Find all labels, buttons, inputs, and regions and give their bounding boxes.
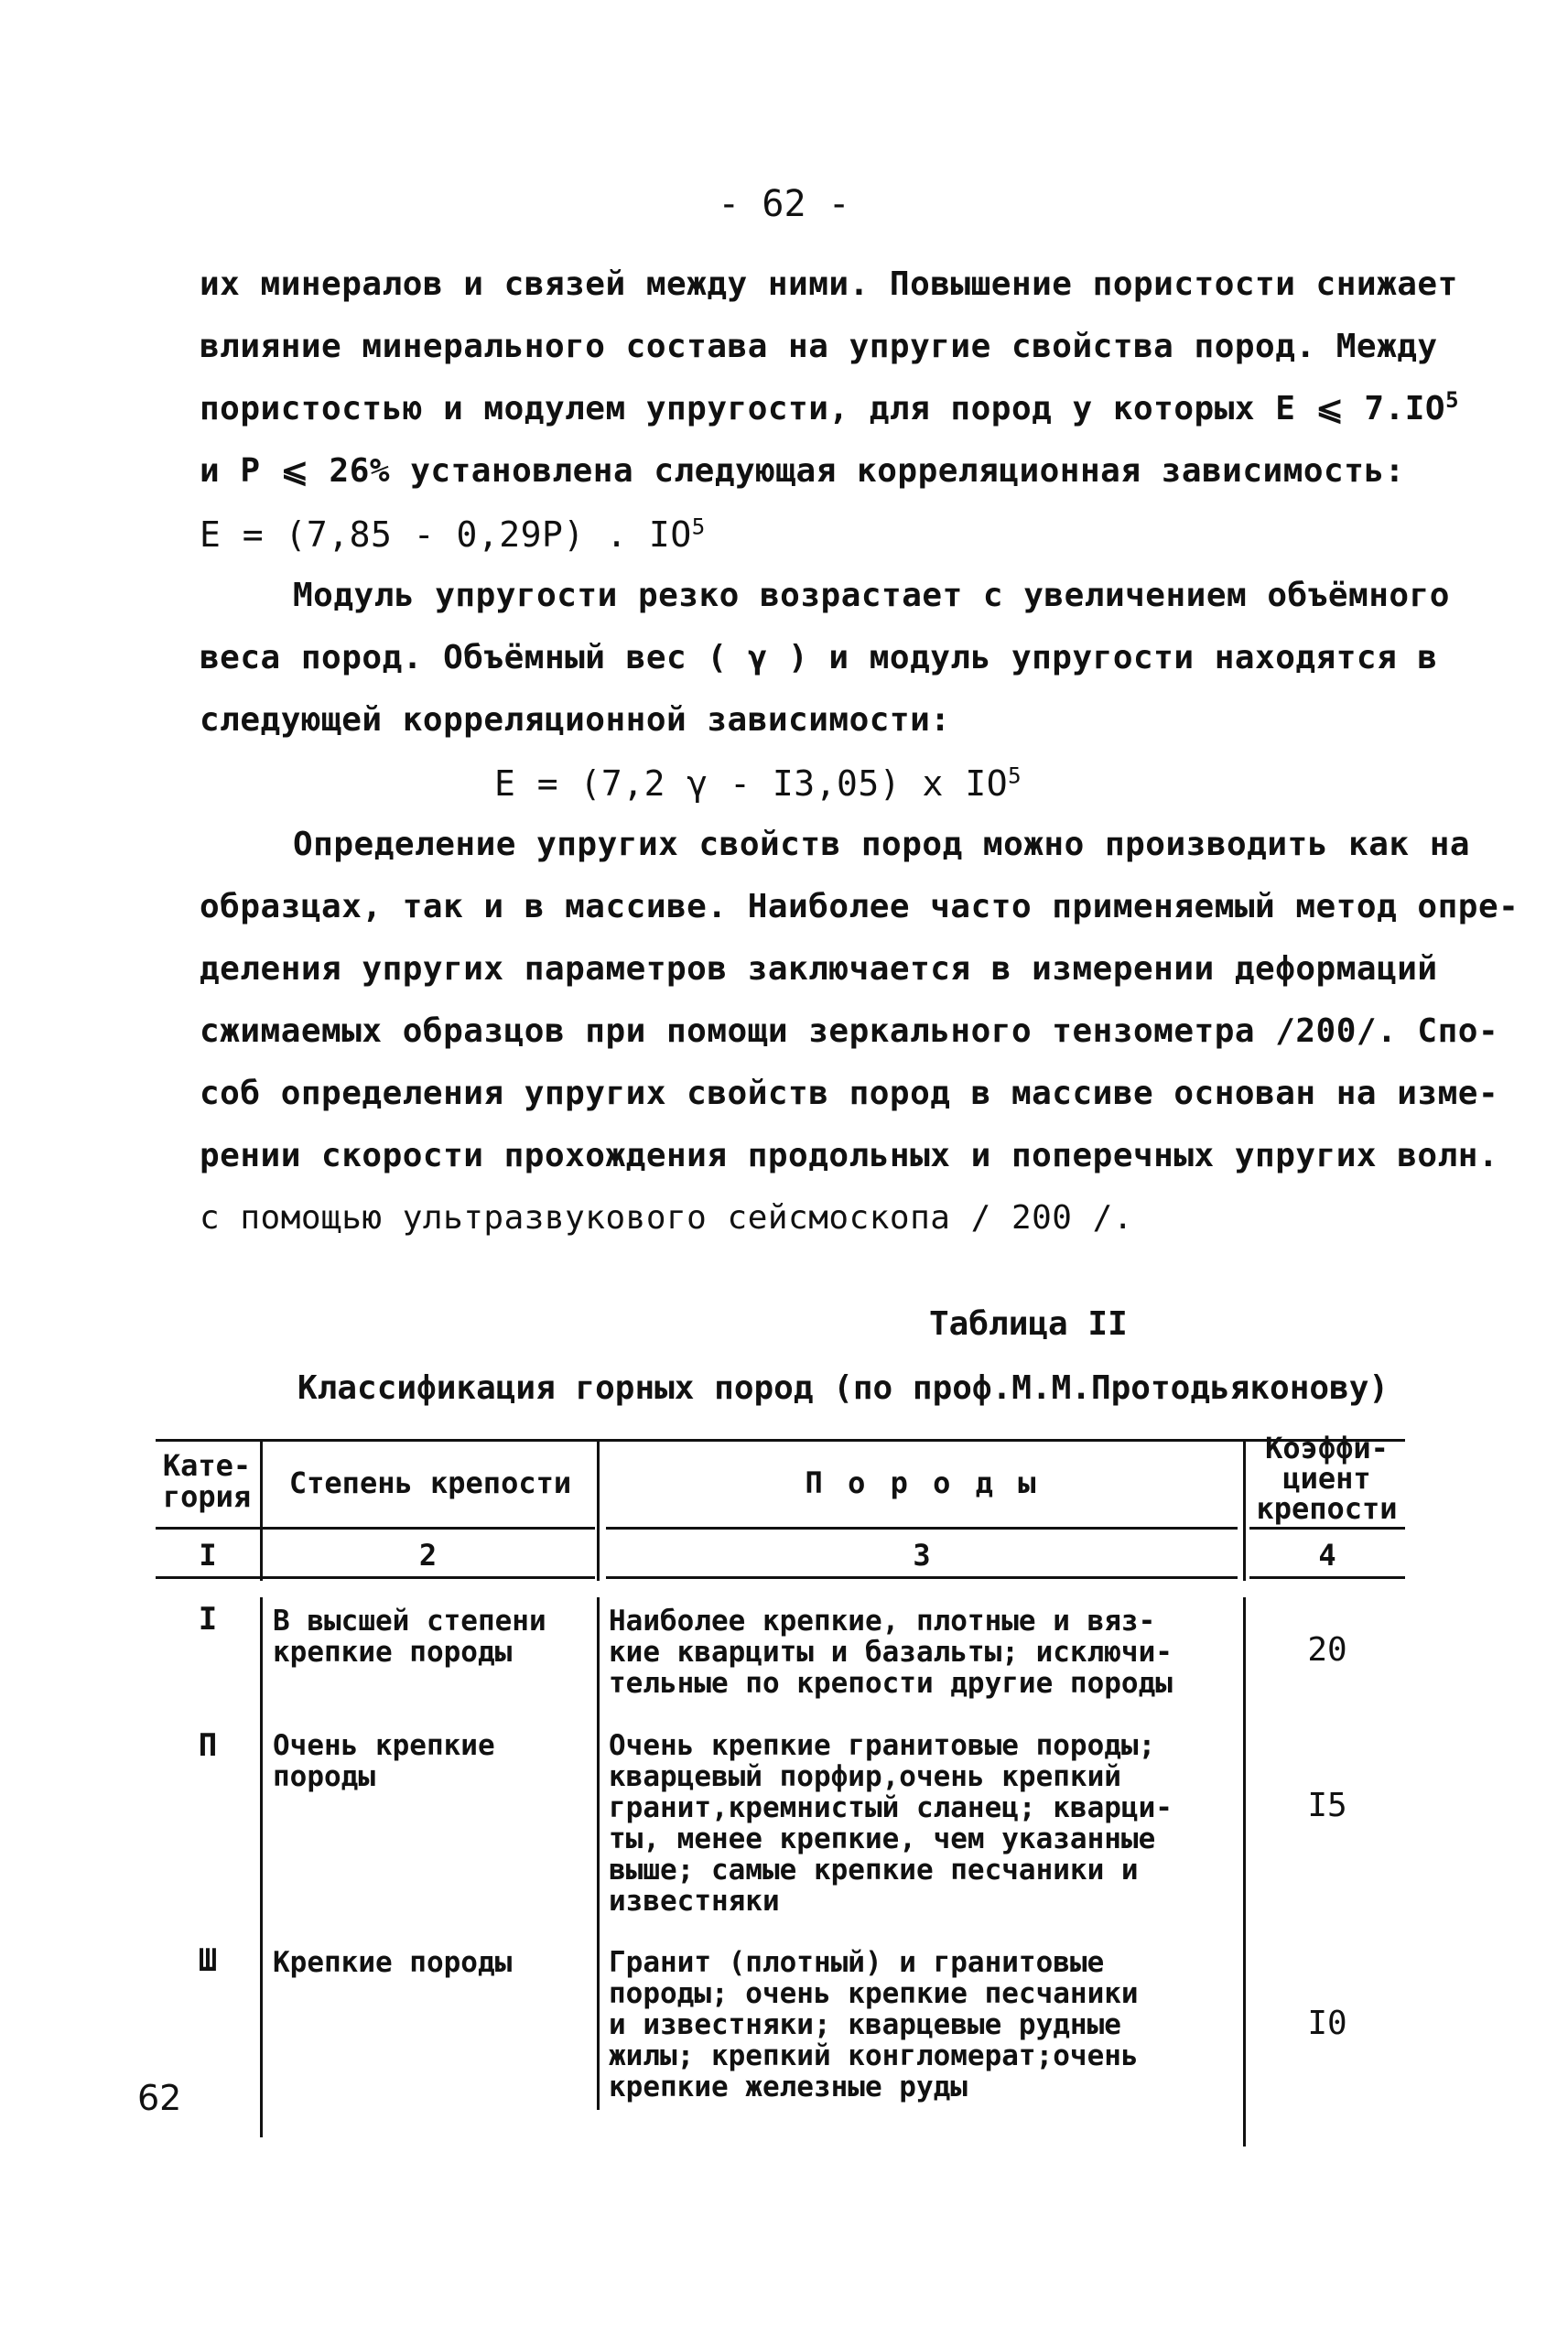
row2-rocks-line6: известняки xyxy=(609,1885,780,1918)
row1-strength-line1: В высшей степени xyxy=(273,1605,546,1638)
body-line-14: соб определения упругих свойств пород в массиве основан на изме- xyxy=(200,1075,1499,1112)
header-rule-col3 xyxy=(606,1527,1238,1530)
row2-rocks-line2: кварцевый порфир,очень крепкий xyxy=(609,1760,1121,1793)
row3-category: Ш xyxy=(198,1942,218,1979)
header-category xyxy=(154,1450,260,1512)
row2-strength-line1: Очень крепкие xyxy=(273,1729,495,1762)
row2-coefficient: I5 xyxy=(1307,1787,1347,1824)
vline-3-header xyxy=(1243,1439,1246,1581)
row3-strength xyxy=(273,1947,512,1978)
number-rule-col1 xyxy=(156,1576,261,1579)
row1-coefficient: 20 xyxy=(1307,1631,1347,1669)
header-rule-col4 xyxy=(1249,1527,1405,1530)
row2-rocks-line3: гранит,кремнистый сланец; кварци- xyxy=(609,1791,1173,1824)
header-coefficient-line3: крепости xyxy=(1256,1491,1398,1526)
header-strength: Степень крепости xyxy=(288,1465,572,1500)
row3-coefficient: I0 xyxy=(1307,2005,1347,2042)
body-line-4: и P ⩽ 26% установлена следующая корреляционная зависимость: xyxy=(200,452,1405,490)
body-line-11: образцах, так и в массиве. Наиболее часто применяемый метод опре- xyxy=(200,888,1519,925)
row3-rocks-line1: Гранит (плотный) и гранитовые xyxy=(609,1946,1105,1979)
body-line-3 xyxy=(200,387,1460,427)
col-number-1: I xyxy=(199,1538,217,1573)
margin-page-number: 62 xyxy=(137,2078,182,2118)
vline-1-body xyxy=(260,1597,263,2137)
header-coefficient-line2: циент xyxy=(1282,1461,1371,1496)
row2-category: П xyxy=(198,1727,218,1764)
header-rule-col1 xyxy=(156,1527,261,1530)
row1-rocks xyxy=(609,1606,1173,1699)
header-category-line2: гория xyxy=(162,1479,252,1514)
row3-rocks-line2: породы; очень крепкие песчаники xyxy=(609,1977,1139,2010)
header-coefficient-line1: Коэффи- xyxy=(1265,1431,1389,1465)
body-line-6: Модуль упругости резко возрастает с увеличением объёмного xyxy=(293,577,1450,614)
header-rule-col2 xyxy=(261,1527,595,1530)
body-line-8: следующей корреляционной зависимости: xyxy=(200,701,951,739)
exponent: 5 xyxy=(1445,387,1460,413)
row1-strength-line2: крепкие породы xyxy=(273,1636,513,1669)
body-line-7: веса пород. Объёмный вес ( γ ) и модуль упругости находятся в xyxy=(200,639,1438,676)
body-line-13: сжимаемых образцов при помощи зеркального тензометра /200/. Спо- xyxy=(200,1012,1499,1050)
body-line-1: их минералов и связей между ними. Повышение пористости снижает xyxy=(200,265,1458,303)
row1-rocks-line3: тельные по крепости другие породы xyxy=(609,1667,1173,1700)
header-rocks: П о р о д ы xyxy=(805,1465,1040,1500)
col-number-4: 4 xyxy=(1318,1538,1336,1573)
vline-2-body xyxy=(597,1597,600,2110)
row2-rocks xyxy=(609,1730,1173,1917)
row1-rocks-line2: кие кварциты и базальты; исключи- xyxy=(609,1636,1173,1669)
body-line-16: с помощью ультразвукового сейсмоскопа / 200 /. xyxy=(200,1199,1133,1237)
body-line-2: влияние минерального состава на упругие свойства пород. Между xyxy=(200,328,1438,365)
vline-2-header xyxy=(597,1439,600,1581)
header-coefficient xyxy=(1247,1433,1407,1524)
formula-2-text: E = (7,2 γ - I3,05) x IO xyxy=(494,763,1009,804)
table-title: Классификация горных пород (по проф.М.М.Протодьяконову) xyxy=(297,1369,1390,1407)
number-rule-col4 xyxy=(1249,1576,1405,1579)
row2-strength xyxy=(273,1730,495,1792)
page-number-header: - 62 - xyxy=(718,183,850,225)
number-rule-col3 xyxy=(606,1576,1238,1579)
number-rule-col2 xyxy=(261,1576,595,1579)
row3-rocks-line5: крепкие железные руды xyxy=(609,2071,968,2103)
row3-rocks xyxy=(609,1947,1139,2103)
table-top-rule xyxy=(156,1439,1405,1442)
row2-rocks-line5: выше; самые крепкие песчаники и xyxy=(609,1854,1139,1887)
exponent: 5 xyxy=(1008,762,1022,789)
col-number-3: 3 xyxy=(913,1538,931,1573)
row2-rocks-line1: Очень крепкие гранитовые породы; xyxy=(609,1729,1156,1762)
exponent: 5 xyxy=(691,514,706,540)
row2-strength-line2: породы xyxy=(273,1760,375,1793)
body-line-3-text: пористостью и модулем упругости, для пород у которых E ⩽ 7.IO xyxy=(200,390,1446,427)
table-label: Таблица II xyxy=(929,1305,1128,1343)
formula-2 xyxy=(494,763,1022,804)
row2-rocks-line4: ты, менее крепкие, чем указанные xyxy=(609,1822,1156,1855)
formula-1 xyxy=(200,514,706,555)
col-number-2: 2 xyxy=(418,1538,438,1573)
formula-1-text: E = (7,85 - 0,29P) . IO xyxy=(200,514,692,555)
row1-rocks-line1: Наиболее крепкие, плотные и вяз- xyxy=(609,1605,1156,1638)
row1-category: I xyxy=(198,1601,218,1638)
vline-3-body xyxy=(1243,1597,1246,2147)
body-line-12: деления упругих параметров заключается в измерении деформаций xyxy=(200,950,1438,988)
body-line-15: рении скорости прохождения продольных и поперечных упругих волн. xyxy=(200,1137,1499,1174)
row3-rocks-line3: и известняки; кварцевые рудные xyxy=(609,2008,1121,2041)
row3-strength-line1: Крепкие породы xyxy=(273,1946,513,1979)
header-category-line1: Кате- xyxy=(162,1448,252,1483)
row1-strength xyxy=(273,1606,546,1668)
row3-rocks-line4: жилы; крепкий конгломерат;очень xyxy=(609,2039,1139,2072)
body-line-10: Определение упругих свойств пород можно производить как на xyxy=(293,826,1471,863)
